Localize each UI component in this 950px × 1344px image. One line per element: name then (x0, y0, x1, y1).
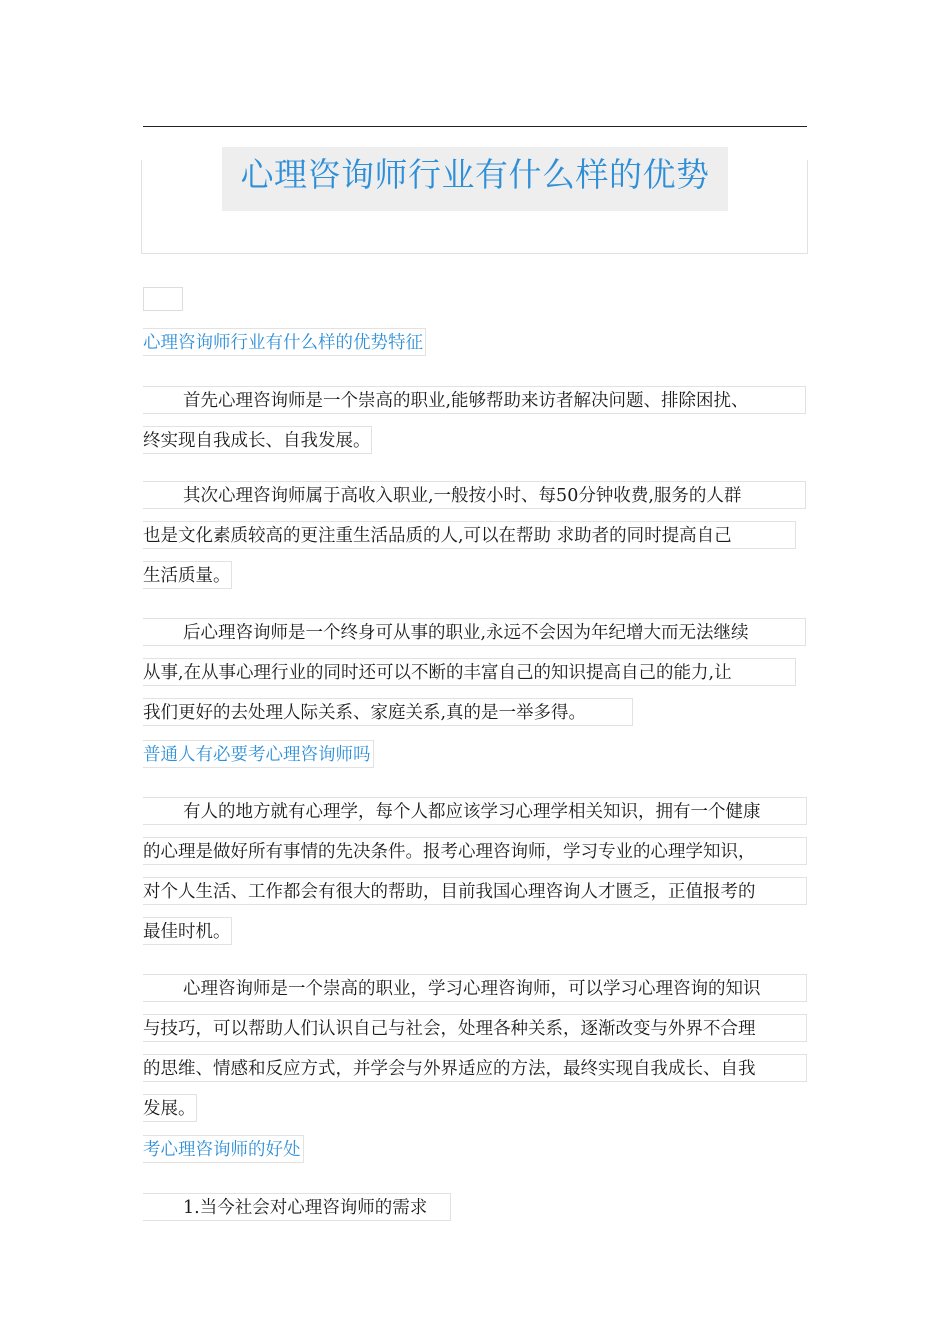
paragraph-line: 与技巧，可以帮助人们认识自己与社会，处理各种关系，逐渐改变与外界不合理 (143, 1014, 807, 1042)
paragraph-line: 终实现自我成长、自我发展。 (143, 426, 372, 454)
paragraph-line: 其次心理咨询师属于高收入职业,一般按小时、每50分钟收费,服务的人群 (143, 481, 806, 509)
paragraph-line: 首先心理咨询师是一个崇高的职业,能够帮助来访者解决问题、排除困扰、 (143, 386, 806, 414)
section-heading-necessity: 普通人有必要考心理咨询师吗 (143, 740, 374, 768)
section-heading-benefits: 考心理咨询师的好处 (143, 1135, 304, 1163)
paragraph-line: 发展。 (143, 1094, 197, 1122)
section-heading-advantages: 心理咨询师行业有什么样的优势特征 (143, 328, 426, 356)
paragraph-line: 后心理咨询师是一个终身可从事的职业,永远不会因为年纪增大而无法继续 (143, 618, 806, 646)
paragraph-line: 的心理是做好所有事情的先决条件。报考心理咨询师，学习专业的心理学知识， (143, 837, 807, 865)
list-item: 1.当今社会对心理咨询师的需求 (143, 1193, 451, 1221)
paragraph-line: 的思维、情感和反应方式，并学会与外界适应的方法，最终实现自我成长、自我 (143, 1054, 807, 1082)
paragraph-line: 心理咨询师是一个崇高的职业，学习心理咨询师，可以学习心理咨询的知识 (143, 974, 807, 1002)
paragraph-line: 我们更好的去处理人际关系、家庭关系,真的是一举多得。 (143, 698, 633, 726)
paragraph-line: 从事,在从事心理行业的同时还可以不断的丰富自己的知识提高自己的能力,让 (143, 658, 796, 686)
empty-box (143, 287, 183, 311)
top-rule (143, 126, 807, 127)
paragraph-line: 有人的地方就有心理学，每个人都应该学习心理学相关知识，拥有一个健康 (143, 797, 807, 825)
paragraph-line: 最佳时机。 (143, 917, 232, 945)
paragraph-line: 生活质量。 (143, 561, 232, 589)
paragraph-line: 对个人生活、工作都会有很大的帮助，目前我国心理咨询人才匮乏，正值报考的 (143, 877, 807, 905)
paragraph-line: 也是文化素质较高的更注重生活品质的人,可以在帮助 求助者的同时提高自己 (143, 521, 796, 549)
page-title: 心理咨询师行业有什么样的优势 (222, 147, 728, 211)
